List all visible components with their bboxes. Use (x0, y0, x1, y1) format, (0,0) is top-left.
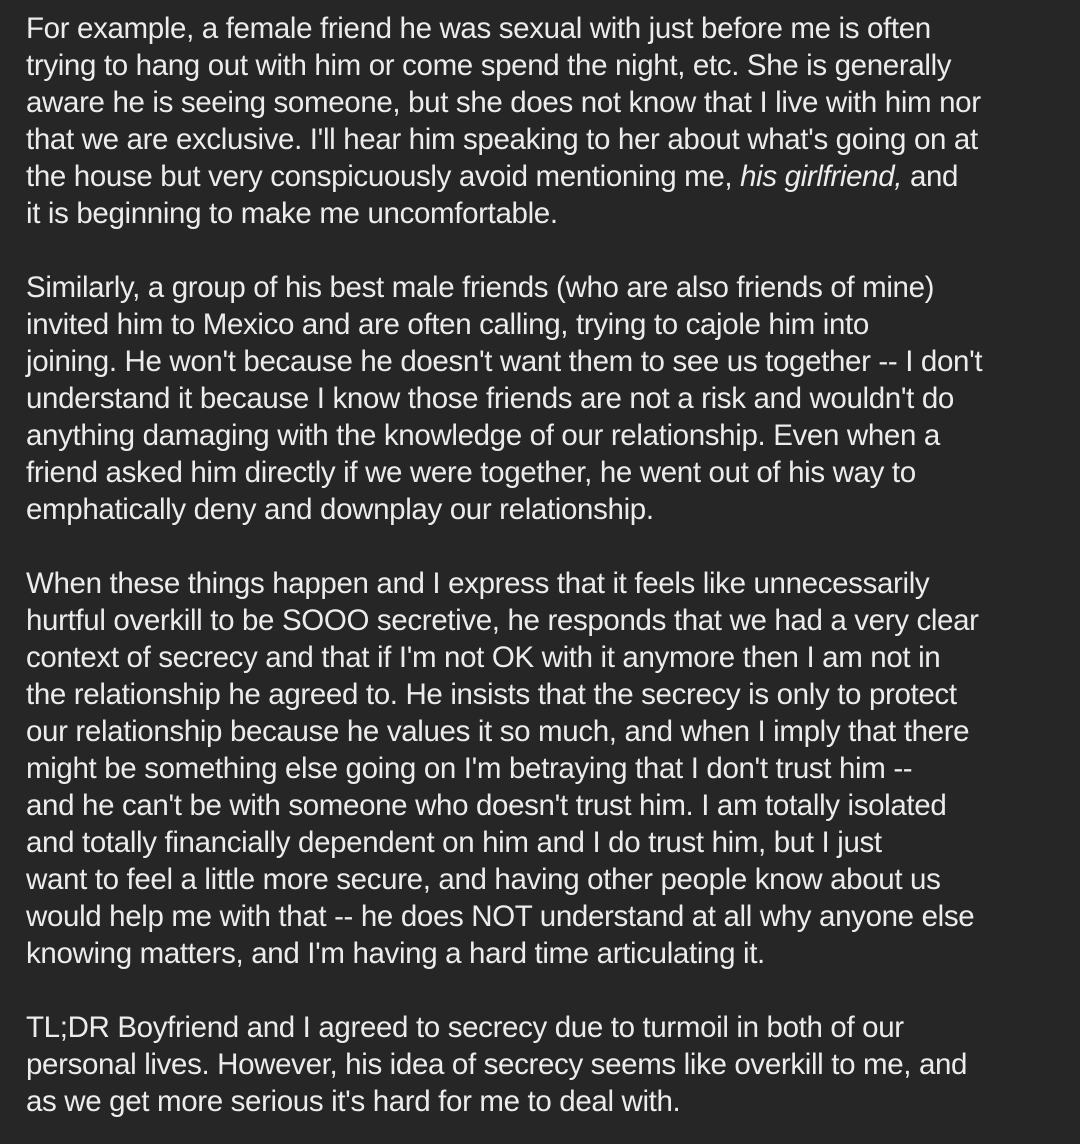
text-line: that we are exclusive. I'll hear him speaking to her about what's going on at (26, 123, 978, 156)
text-line: Similarly, a group of his best male friends (who are also friends of mine) (26, 271, 935, 304)
text-line: and he can't be with someone who doesn't trust him. I am totally isolated (26, 789, 947, 822)
emphasized-text: his girlfriend, (740, 160, 903, 193)
text-line: emphatically deny and downplay our relationship. (26, 493, 654, 526)
post-body (26, 10, 1066, 1120)
text-line: hurtful overkill to be SOOO secretive, he responds that we had a very clear (26, 604, 979, 637)
text-line: our relationship because he values it so much, and when I imply that there (26, 715, 970, 748)
text-line (26, 158, 1066, 195)
text-line: For example, a female friend he was sexual with just before me is often (26, 12, 931, 45)
paragraph-tldr (26, 1009, 1066, 1120)
text-line: might be something else going on I'm betraying that I don't trust him -- (26, 752, 913, 785)
text-line: anything damaging with the knowledge of our relationship. Even when a (26, 419, 940, 452)
text-line: want to feel a little more secure, and having other people know about us (26, 863, 941, 896)
text-line: as we get more serious it's hard for me to deal with. (26, 1085, 681, 1118)
text-line: personal lives. However, his idea of secrecy seems like overkill to me, and (26, 1048, 968, 1081)
text-line: aware he is seeing someone, but she does not know that I live with him nor (26, 86, 981, 119)
text-line: would help me with that -- he does NOT understand at all why anyone else (26, 900, 975, 933)
text-segment: and (902, 160, 959, 193)
text-line: trying to hang out with him or come spend the night, etc. She is generally (26, 49, 952, 82)
paragraph-secrecy-response (26, 565, 1066, 972)
text-line: joining. He won't because he doesn't want them to see us together -- I don't (26, 345, 983, 378)
paragraph-male-friends (26, 269, 1066, 528)
text-segment: the house but very conspicuously avoid mentioning me, (26, 160, 741, 193)
paragraph-female-friend (26, 10, 1066, 232)
text-line: and totally financially dependent on him and I do trust him, but I just (26, 826, 882, 859)
text-line: the relationship he agreed to. He insists that the secrecy is only to protect (26, 678, 957, 711)
text-line: knowing matters, and I'm having a hard time articulating it. (26, 937, 765, 970)
text-line: invited him to Mexico and are often calling, trying to cajole him into (26, 308, 869, 341)
text-line: When these things happen and I express that it feels like unnecessarily (26, 567, 930, 600)
text-line: it is beginning to make me uncomfortable. (26, 197, 558, 230)
text-line: TL;DR Boyfriend and I agreed to secrecy due to turmoil in both of our (26, 1011, 904, 1044)
text-line: friend asked him directly if we were together, he went out of his way to (26, 456, 916, 489)
text-line: context of secrecy and that if I'm not OK with it anymore then I am not in (26, 641, 941, 674)
text-line: understand it because I know those friends are not a risk and wouldn't do (26, 382, 954, 415)
